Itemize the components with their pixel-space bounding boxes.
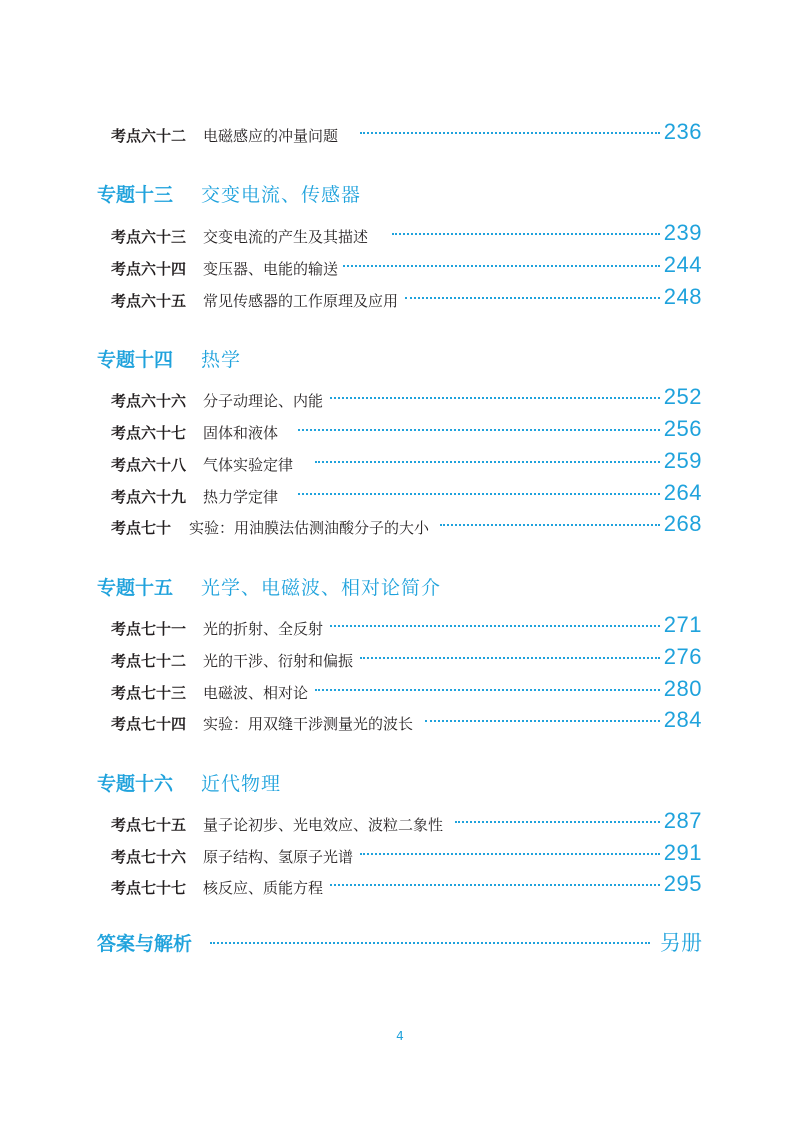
entry-page-number: 291 bbox=[663, 840, 702, 865]
toc-entry[interactable] bbox=[0, 118, 800, 148]
entry-page-number: 259 bbox=[663, 448, 702, 473]
toc-entry[interactable] bbox=[0, 447, 800, 477]
entry-title: 电磁波、相对论 bbox=[203, 682, 312, 703]
entry-title: 光的折射、全反射 bbox=[203, 618, 327, 639]
dot-leader bbox=[298, 429, 660, 431]
dot-leader bbox=[315, 461, 660, 463]
section-number: 专题十六 bbox=[97, 773, 174, 795]
entry-title: 原子结构、氢原子光谱 bbox=[203, 846, 357, 867]
section-number: 专题十五 bbox=[97, 577, 174, 599]
toc-entry[interactable] bbox=[0, 383, 800, 413]
entry-code: 考点七十五 bbox=[111, 816, 187, 834]
entry-title: 常见传感器的工作原理及应用 bbox=[203, 290, 402, 311]
entry-page-number: 239 bbox=[663, 220, 702, 245]
entry-title: 分子动理论、内能 bbox=[203, 390, 327, 411]
dot-leader bbox=[360, 657, 660, 659]
entry-title: 实验：用双缝干涉测量光的波长 bbox=[203, 713, 417, 734]
dot-leader bbox=[360, 853, 660, 855]
dot-leader bbox=[330, 884, 660, 886]
toc-entry[interactable] bbox=[0, 870, 800, 900]
dot-leader bbox=[360, 132, 660, 134]
entry-code: 考点七十三 bbox=[111, 684, 187, 702]
toc-entry[interactable] bbox=[0, 479, 800, 509]
entry-page-number: 280 bbox=[663, 676, 702, 701]
toc-entry[interactable] bbox=[0, 675, 800, 705]
toc-entry[interactable] bbox=[0, 611, 800, 641]
section-title: 近代物理 bbox=[201, 773, 282, 795]
entry-code: 考点六十八 bbox=[111, 456, 187, 474]
entry-page-number: 236 bbox=[663, 119, 702, 144]
section-title: 热学 bbox=[201, 349, 242, 371]
entry-page-number: 244 bbox=[663, 252, 702, 277]
dot-leader bbox=[425, 720, 660, 722]
section-number: 专题十三 bbox=[97, 184, 174, 206]
toc-entry[interactable] bbox=[0, 706, 800, 736]
entry-code: 考点七十七 bbox=[111, 879, 187, 897]
entry-page-number: 276 bbox=[663, 644, 702, 669]
section-title: 光学、电磁波、相对论简介 bbox=[201, 577, 442, 599]
entry-title: 交变电流的产生及其描述 bbox=[203, 226, 372, 247]
dot-leader bbox=[298, 493, 660, 495]
section-title: 交变电流、传感器 bbox=[201, 184, 362, 206]
entry-page-number: 295 bbox=[663, 871, 702, 896]
entry-code: 考点六十六 bbox=[111, 392, 187, 410]
section-header[interactable] bbox=[0, 343, 800, 373]
section-header[interactable] bbox=[0, 178, 800, 208]
toc-entry[interactable] bbox=[0, 643, 800, 673]
toc-entry[interactable] bbox=[0, 251, 800, 281]
entry-page-number: 271 bbox=[663, 612, 702, 637]
entry-page-number: 264 bbox=[663, 480, 702, 505]
entry-page-number: 252 bbox=[663, 384, 702, 409]
dot-leader bbox=[210, 942, 650, 944]
entry-page-number: 287 bbox=[663, 808, 702, 833]
section-number: 专题十四 bbox=[97, 349, 174, 371]
entry-code: 考点七十四 bbox=[111, 715, 187, 733]
dot-leader bbox=[330, 625, 660, 627]
entry-code: 考点七十二 bbox=[111, 652, 187, 670]
entry-code: 考点六十四 bbox=[111, 260, 187, 278]
section-header[interactable] bbox=[0, 571, 800, 601]
entry-title: 量子论初步、光电效应、波粒二象性 bbox=[203, 814, 447, 835]
entry-code: 考点七十 bbox=[111, 519, 172, 537]
entry-page-number: 256 bbox=[663, 416, 702, 441]
entry-page-number: 284 bbox=[663, 707, 702, 732]
entry-page-number: 248 bbox=[663, 284, 702, 309]
section-header[interactable] bbox=[0, 767, 800, 797]
entry-title: 热力学定律 bbox=[203, 486, 282, 507]
entry-title: 光的干涉、衍射和偏振 bbox=[203, 650, 357, 671]
dot-leader bbox=[455, 821, 660, 823]
dot-leader bbox=[405, 297, 660, 299]
entry-title: 固体和液体 bbox=[203, 422, 282, 443]
toc-entry[interactable] bbox=[0, 807, 800, 837]
toc-entry[interactable] bbox=[0, 510, 800, 540]
toc-entry[interactable] bbox=[0, 415, 800, 445]
answers-entry[interactable] bbox=[0, 927, 800, 957]
dot-leader bbox=[340, 265, 660, 267]
entry-code: 考点七十一 bbox=[111, 620, 187, 638]
toc-entry[interactable] bbox=[0, 219, 800, 249]
entry-code: 考点六十五 bbox=[111, 292, 187, 310]
answers-page: 另册 bbox=[660, 931, 702, 955]
dot-leader bbox=[315, 689, 660, 691]
entry-title: 气体实验定律 bbox=[203, 454, 297, 475]
page-number: 4 bbox=[396, 1029, 404, 1043]
entry-code: 考点六十七 bbox=[111, 424, 187, 442]
entry-code: 考点六十九 bbox=[111, 488, 187, 506]
entry-title: 核反应、质能方程 bbox=[203, 877, 327, 898]
answers-label: 答案与解析 bbox=[97, 933, 193, 955]
dot-leader bbox=[440, 524, 660, 526]
entry-code: 考点六十二 bbox=[111, 127, 187, 145]
toc-entry[interactable] bbox=[0, 283, 800, 313]
dot-leader bbox=[330, 397, 660, 399]
entry-page-number: 268 bbox=[663, 511, 702, 536]
entry-code: 考点六十三 bbox=[111, 228, 187, 246]
entry-title: 变压器、电能的输送 bbox=[203, 258, 342, 279]
entry-title: 实验：用油膜法估测油酸分子的大小 bbox=[189, 517, 433, 538]
dot-leader bbox=[392, 233, 660, 235]
entry-code: 考点七十六 bbox=[111, 848, 187, 866]
toc-entry[interactable] bbox=[0, 839, 800, 869]
entry-title: 电磁感应的冲量问题 bbox=[203, 125, 342, 146]
